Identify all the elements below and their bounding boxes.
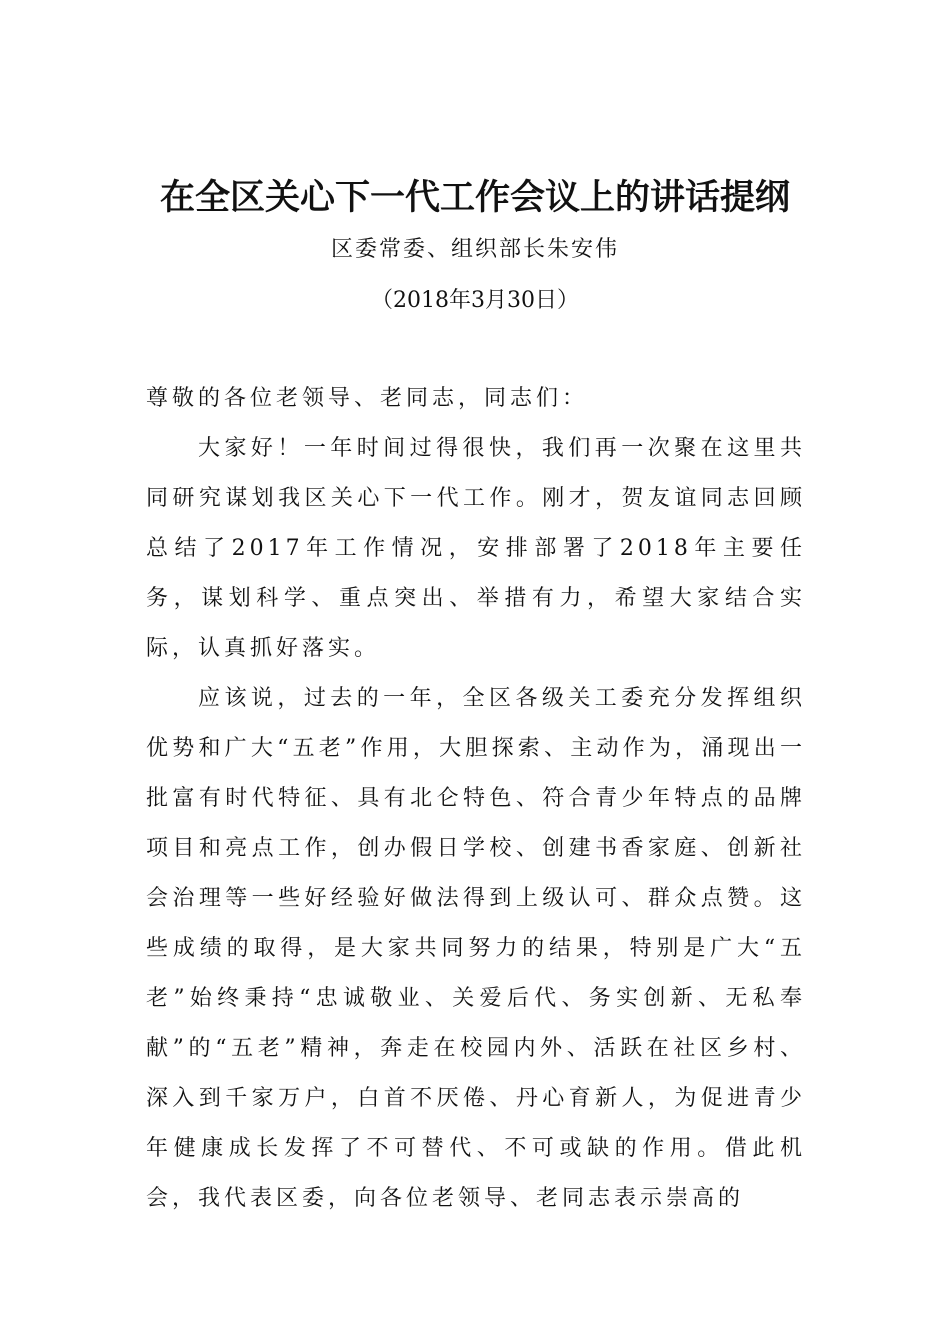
document-title: 在全区关心下一代工作会议上的讲话提纲 [159, 178, 790, 218]
salutation: 尊敬的各位老领导、老同志，同志们： [146, 386, 589, 411]
paragraph-1: 大家好！一年时间过得很快，我们再一次聚在这里共同研究谋划我区关心下一代工作。刚才，贺友谊同志回顾总结了2017年工作情况，安排部署了2018年主要任务，谋划科学、重点突出、举措有力，希望大家结合实际，认真抓好落实。 [146, 436, 806, 661]
paragraph-2: 应该说，过去的一年，全区各级关工委充分发挥组织优势和广大“五老”作用，大胆探索、主动作为，涌现出一批富有时代特征、具有北仑特色、符合青少年特点的品牌项目和亮点工作，创办假日学校、创建书香家庭、创新社会治理等一些好经验好做法得到上级认可、群众点赞。这些成绩的取得，是大家共同努力的结果，特别是广大“五老”始终秉持“忠诚敬业、关爱后代、务实创新、无私奉献”的“五老”精神，奔走在校园内外、活跃在社区乡村、深入到千家万户，白首不厌倦、丹心育新人，为促进青少年健康成长发挥了不可替代、不可或缺的作用。借此机会，我代表区委，向各位老领导、老同志表示崇高的 [146, 686, 806, 1211]
document-author: 区委常委、组织部长朱安伟 [330, 237, 619, 262]
document-date: （2018年3月30日） [371, 288, 579, 313]
document-body [146, 374, 806, 1224]
